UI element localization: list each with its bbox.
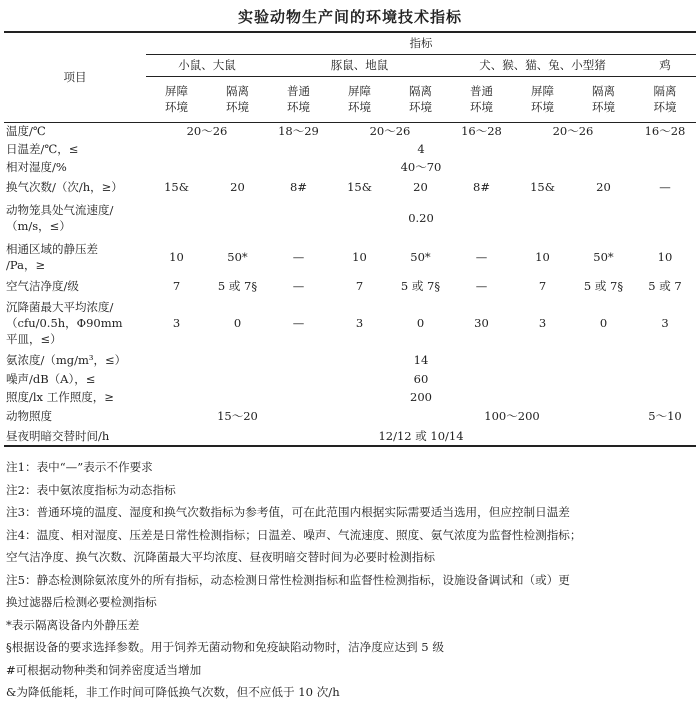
table-row (4, 370, 696, 388)
group-header: 鸡 (634, 54, 696, 76)
row-label: 日温差/℃，≤ (6, 142, 79, 156)
header-item: 项目 (4, 32, 146, 122)
note: 注2：表中氨浓度指标为动态指标 (6, 482, 176, 497)
table-cell: 3 (172, 316, 181, 330)
env-header: 普通 环境 (287, 84, 310, 114)
table-cell: 20～26 (552, 124, 594, 139)
env-header: 隔离 环境 (409, 84, 432, 114)
env-header: 隔离 环境 (653, 84, 677, 114)
table-cell: 16～28 (644, 124, 686, 139)
table-cell: 50* (410, 250, 431, 264)
table-cell: 20 (413, 180, 428, 194)
note: 注3：普通环境的温度、湿度和换气次数指标为参考值，可在此范围内根据实际需要适当选用，但应控制日温差 (6, 505, 570, 519)
row-label: 沉降菌最大平均浓度/ （cfu/0.5h，Φ90mm 平皿，≤） (6, 300, 123, 346)
table-cell: 10 (657, 250, 673, 264)
table-cell: 4 (417, 142, 425, 156)
table-row (4, 158, 696, 176)
environment-spec-table (4, 31, 696, 447)
table-row (4, 198, 696, 238)
table-cell: 16～28 (461, 124, 502, 139)
group-header: 犬、猴、猫、兔、小型猪 (451, 54, 634, 76)
table-cell: 8# (290, 180, 307, 194)
note: 注4：温度、相对湿度、压差是日常性检测指标；日温差、噪声、气流速度、照度、氨气浓度为监督性检测指标； (6, 527, 582, 542)
group-header: 豚鼠、地鼠 (268, 54, 451, 76)
table-cell: 5 或 7§ (217, 279, 258, 293)
table-cell: 7 (172, 279, 181, 293)
table-cell: — (659, 180, 671, 194)
table-cell: 7 (355, 279, 364, 293)
env-header: 普通 环境 (470, 84, 493, 114)
row-label: 动物笼具处气流速度/ （m/s，≤） (6, 203, 114, 233)
table-cell: 30 (474, 316, 489, 330)
note: *表示隔离设备内外静压差 (6, 617, 140, 632)
table-cell: 100～200 (484, 409, 540, 423)
row-label: 相对湿度/% (6, 160, 67, 174)
row-label: 昼夜明暗交替时间/h (6, 428, 110, 443)
table-row (4, 238, 696, 276)
table-cell: — (292, 250, 305, 264)
note: 空气洁净度、换气次数、沉降菌最大平均浓度、昼夜明暗交替时间为必要时检测指标 (6, 550, 435, 564)
table-cell: — (475, 279, 488, 293)
row-label: 照度/lx 工作照度，≥ (6, 390, 114, 404)
env-header: 屏障 环境 (348, 84, 371, 114)
table-cell: 10 (535, 250, 550, 264)
row-label: 换气次数/（次/h，≥） (6, 180, 123, 194)
table-cell: 3 (355, 316, 364, 330)
table-cell: — (475, 250, 488, 264)
table-cell: 3 (538, 316, 547, 330)
table-row (4, 140, 696, 158)
table-row (4, 296, 696, 350)
row-label: 相通区域的静压差 /Pa，≥ (6, 242, 98, 272)
table-row (4, 276, 696, 296)
table-row (4, 350, 696, 370)
table-row (4, 388, 696, 406)
table-cell: 0.20 (408, 211, 434, 225)
table-cell: 60 (413, 372, 429, 386)
row-label: 空气洁净度/级 (6, 279, 79, 293)
note: &为降低能耗，非工作时间可降低换气次数，但不应低于 10 次/h (6, 685, 340, 699)
footnotes (6, 456, 696, 704)
table-cell: 40～70 (400, 160, 442, 174)
table-cell: 50* (593, 250, 614, 264)
row-label: 氨浓度/（mg/m³，≤） (6, 353, 127, 367)
table-cell: 15～20 (217, 409, 258, 423)
table-cell: 15& (347, 180, 372, 194)
table-cell: 20～26 (369, 124, 411, 139)
table-cell: 200 (410, 390, 432, 404)
table-cell: 7 (538, 279, 547, 293)
table-cell: 20 (230, 180, 245, 194)
env-header: 屏障 环境 (531, 84, 554, 114)
note: §根据设备的要求选择参数。用于饲养无菌动物和免疫缺陷动物时，洁净度应达到 5 级 (6, 640, 444, 654)
env-header: 隔离 环境 (592, 84, 615, 114)
table-cell: 18～29 (278, 124, 319, 139)
table-cell: — (292, 316, 305, 330)
table-cell: 15& (530, 180, 555, 194)
table-cell: 0 (233, 316, 242, 330)
table-cell: — (292, 279, 305, 293)
table-cell: 5 或 7§ (583, 279, 624, 293)
env-header: 隔离 环境 (226, 84, 249, 114)
table-cell: 8# (473, 180, 490, 194)
header-indicator: 指标 (146, 32, 696, 54)
table-cell: 20 (596, 180, 611, 194)
table-cell: 5 或 7 (648, 279, 682, 293)
table-cell: 10 (169, 250, 184, 264)
table-row (4, 426, 696, 446)
table-cell: 15& (164, 180, 189, 194)
table-row (4, 176, 696, 198)
table-row (4, 406, 696, 426)
table-cell: 20～26 (186, 124, 228, 139)
table-cell: 12/12 或 10/14 (378, 428, 464, 443)
note: #可根据动物种类和饲养密度适当增加 (6, 662, 202, 677)
table-cell: 0 (599, 316, 608, 330)
note: 注1：表中“—”表示不作要求 (6, 460, 153, 474)
table-cell: 14 (413, 353, 429, 367)
table-cell: 10 (352, 250, 367, 264)
table-cell: 5 或 7§ (400, 279, 441, 293)
row-label: 温度/℃ (6, 124, 46, 139)
table-cell: 3 (661, 316, 669, 330)
note: 注5：静态检测除氨浓度外的所有指标，动态检测日常性检测指标和监督性检测指标，设施设备调试和（或）更 (6, 572, 570, 587)
table-cell: 0 (416, 316, 425, 330)
row-label: 动物照度 (6, 409, 52, 423)
env-header: 屏障 环境 (165, 84, 188, 114)
row-label: 噪声/dB（A），≤ (6, 372, 96, 386)
group-header: 小鼠、大鼠 (146, 54, 268, 76)
page-title: 实验动物生产间的环境技术指标 (237, 8, 462, 26)
table-row (4, 122, 696, 140)
table-cell: 5～10 (648, 409, 682, 423)
note: 换过滤器后检测必要检测指标 (6, 595, 157, 609)
table-cell: 50* (227, 250, 248, 264)
